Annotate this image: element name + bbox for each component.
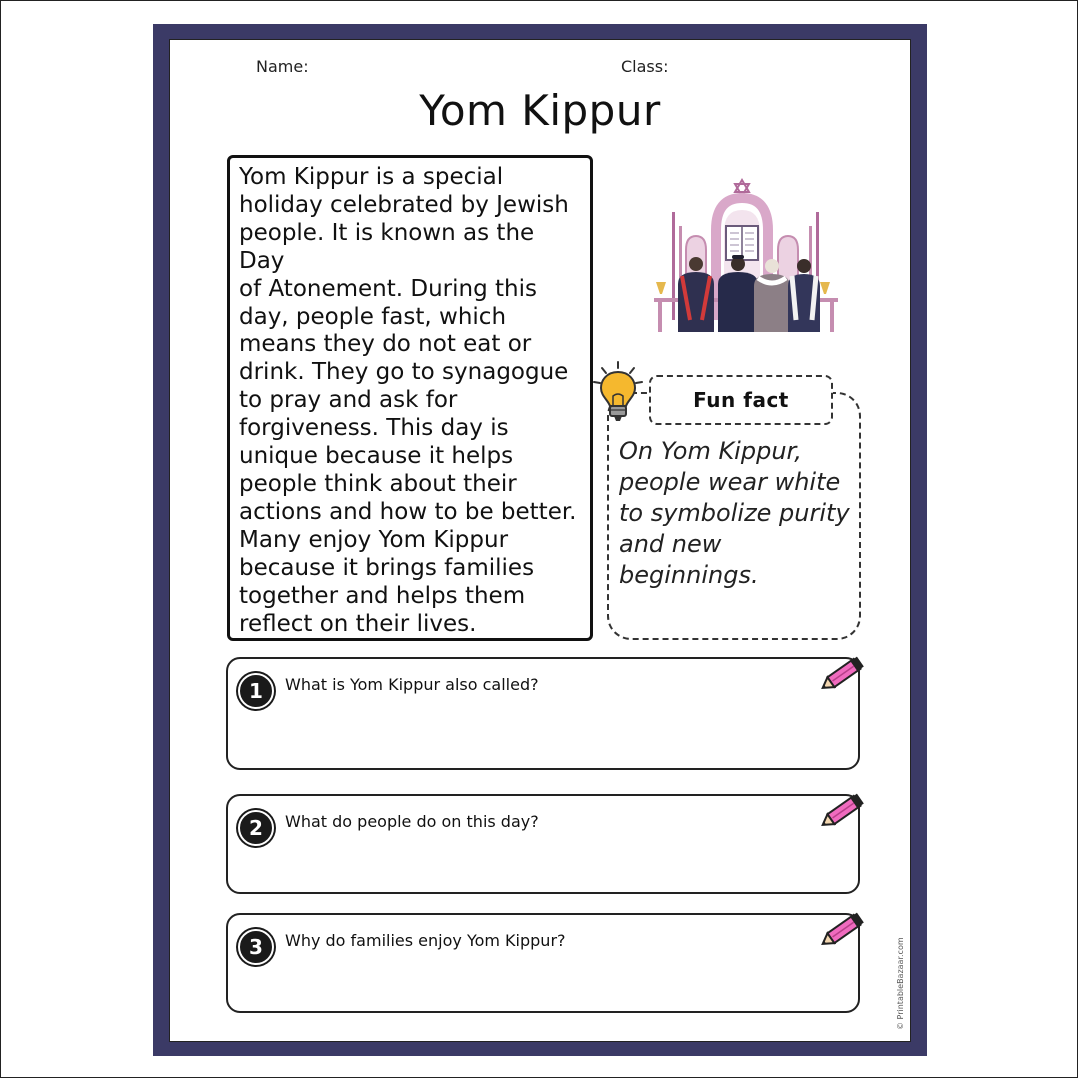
passage-line: of Atonement. During this xyxy=(239,275,537,302)
passage-line: forgiveness. This day is xyxy=(239,415,509,442)
passage-line: because it brings families xyxy=(239,554,535,581)
passage-line: holiday celebrated by Jewish xyxy=(239,191,569,218)
pencil-icon xyxy=(818,649,870,697)
question-2-text: What do people do on this day? xyxy=(285,812,539,831)
question-3-text: Why do families enjoy Yom Kippur? xyxy=(285,931,566,950)
passage-line: means they do not eat or xyxy=(239,331,532,358)
question-number-badge: 3 xyxy=(238,929,274,965)
question-2-answer-box[interactable] xyxy=(226,794,860,894)
pencil-icon xyxy=(818,786,870,834)
passage-line: to pray and ask for xyxy=(239,387,458,414)
light-bulb-icon xyxy=(592,360,646,424)
synagogue-prayer-illustration xyxy=(646,170,846,340)
passage-line: reflect on their lives. xyxy=(239,610,477,637)
fun-fact-line: to symbolize purity xyxy=(619,499,850,527)
passage-line: day, people fast, which xyxy=(239,303,507,330)
copyright-watermark: © PrintableBazaar.com xyxy=(896,937,905,1030)
fun-fact-line: and new xyxy=(619,530,722,558)
passage-line: Many enjoy Yom Kippur xyxy=(239,526,509,553)
fun-fact-line: On Yom Kippur, xyxy=(619,437,802,465)
pencil-icon xyxy=(818,905,870,953)
passage-line: actions and how to be better. xyxy=(239,498,577,525)
name-label: Name: xyxy=(256,57,309,76)
class-label: Class: xyxy=(621,57,669,76)
passage-line: drink. They go to synagogue xyxy=(239,359,569,386)
passage-line: Yom Kippur is a special xyxy=(239,164,504,190)
question-1-answer-box[interactable] xyxy=(226,657,860,770)
question-number-badge: 1 xyxy=(238,673,274,709)
question-number-badge: 2 xyxy=(238,810,274,846)
question-3-answer-box[interactable] xyxy=(226,913,860,1013)
fun-fact-heading: Fun fact xyxy=(649,375,833,425)
reading-passage xyxy=(227,155,593,641)
fun-fact-line: people wear white xyxy=(619,468,841,496)
fun-fact-text xyxy=(619,436,854,591)
page-title: Yom Kippur xyxy=(419,86,661,135)
fun-fact-line: beginnings. xyxy=(619,561,759,589)
passage-line: unique because it helps xyxy=(239,443,514,470)
passage-line: people think about their xyxy=(239,470,517,497)
passage-line: together and helps them xyxy=(239,582,526,609)
passage-line: people. It is known as the Day xyxy=(239,219,535,274)
question-1-text: What is Yom Kippur also called? xyxy=(285,675,539,694)
